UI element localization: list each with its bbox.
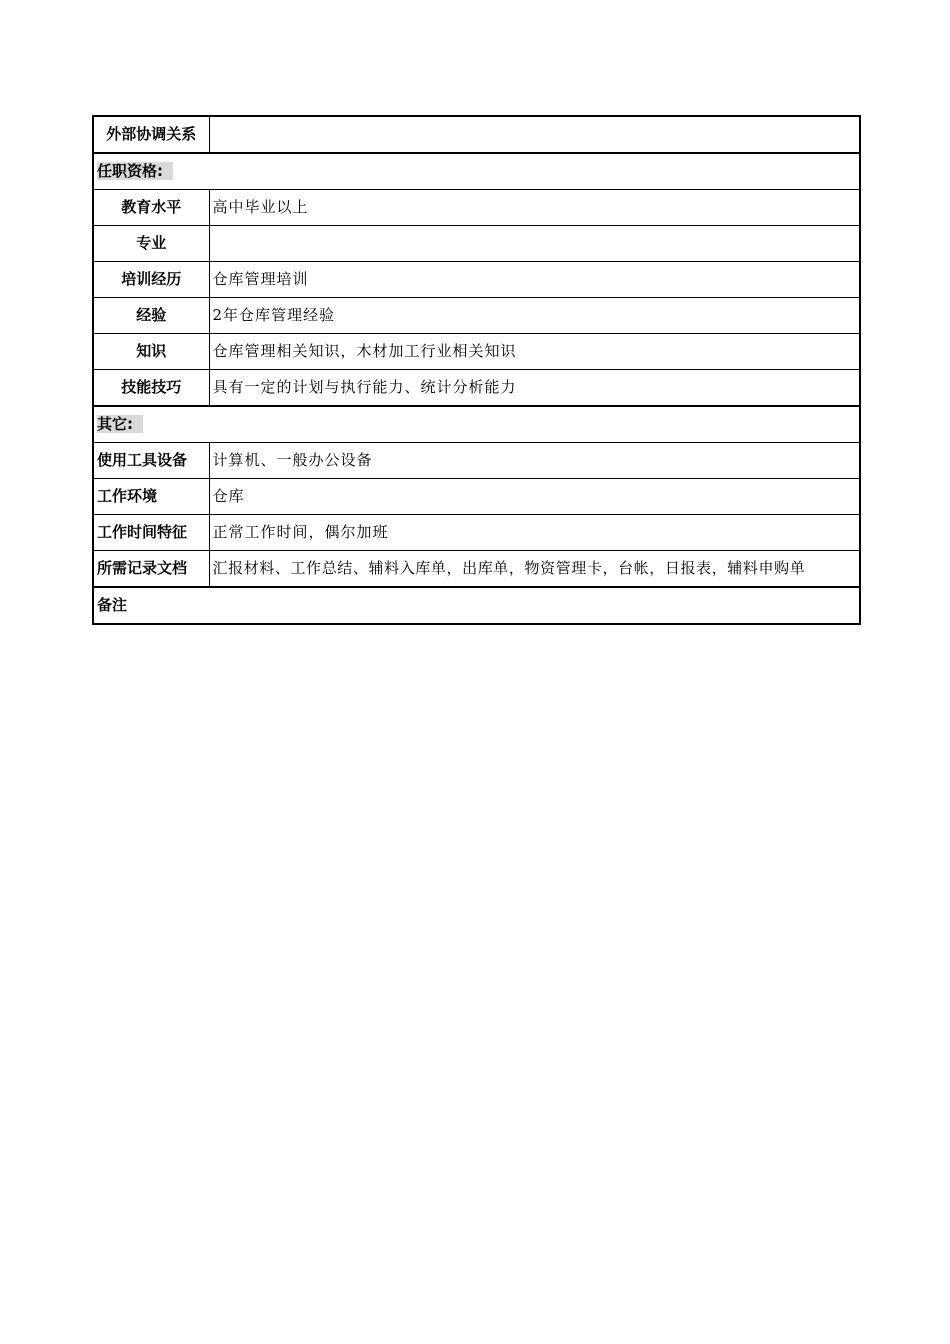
table-row (93, 479, 860, 515)
table-row (93, 443, 860, 479)
table-row (93, 515, 860, 551)
qualifications-header: 任职资格: (97, 162, 173, 180)
remarks-label: 备注 (93, 587, 860, 624)
documents-value: 汇报材料、工作总结、辅料入库单，出库单，物资管理卡，台帐，日报表，辅料申购单 (209, 551, 860, 588)
major-value (209, 226, 860, 262)
table-row (93, 370, 860, 407)
work-time-value: 正常工作时间，偶尔加班 (209, 515, 860, 551)
external-coordination-value (209, 116, 860, 153)
knowledge-label: 知识 (93, 334, 209, 370)
skills-label: 技能技巧 (93, 370, 209, 407)
other-section (93, 406, 860, 443)
knowledge-value: 仓库管理相关知识，木材加工行业相关知识 (209, 334, 860, 370)
table-row (93, 551, 860, 588)
training-label: 培训经历 (93, 262, 209, 298)
table-row (93, 334, 860, 370)
major-label: 专业 (93, 226, 209, 262)
work-time-label: 工作时间特征 (93, 515, 209, 551)
education-label: 教育水平 (93, 190, 209, 226)
skills-value: 具有一定的计划与执行能力、统计分析能力 (209, 370, 860, 407)
environment-value: 仓库 (209, 479, 860, 515)
job-requirements-table (92, 115, 861, 625)
documents-label: 所需记录文档 (93, 551, 209, 588)
table-row (93, 298, 860, 334)
table-row (93, 226, 860, 262)
table-row (93, 262, 860, 298)
tools-value: 计算机、一般办公设备 (209, 443, 860, 479)
environment-label: 工作环境 (93, 479, 209, 515)
other-header: 其它: (97, 415, 143, 433)
table-row (93, 153, 860, 190)
education-value: 高中毕业以上 (209, 190, 860, 226)
tools-label: 使用工具设备 (93, 443, 209, 479)
table-row (93, 587, 860, 624)
table-row (93, 116, 860, 153)
experience-value: 2年仓库管理经验 (209, 298, 860, 334)
training-value: 仓库管理培训 (209, 262, 860, 298)
experience-label: 经验 (93, 298, 209, 334)
external-coordination-label: 外部协调关系 (93, 116, 209, 153)
table-row (93, 406, 860, 443)
table-row (93, 190, 860, 226)
qualifications-section (93, 153, 860, 190)
